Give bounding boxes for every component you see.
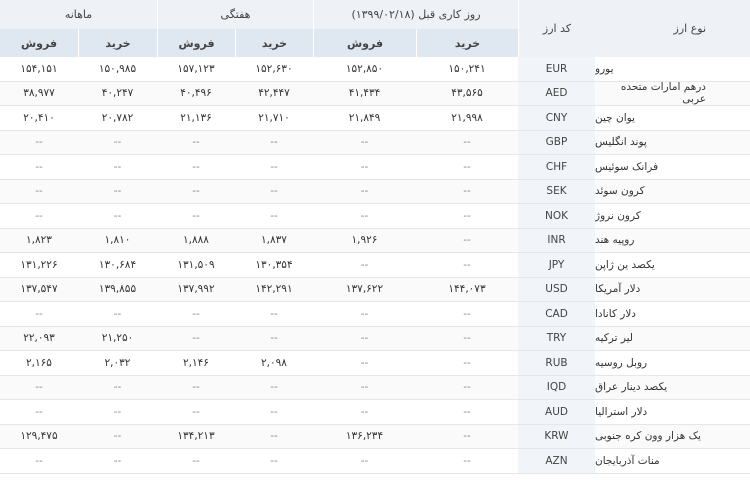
cell-name: دلار کانادا <box>595 307 636 320</box>
table-row <box>0 155 750 180</box>
cell-week-sell: ۱۳۷,۹۹۲ <box>177 283 215 296</box>
table-row <box>0 327 750 352</box>
cell-name: روبل روسیه <box>595 356 648 369</box>
cell-week-sell: -- <box>192 209 200 222</box>
cell-month-sell: ۱۳۱,۲۲۶ <box>20 258 58 271</box>
cell-week-buy: -- <box>270 405 278 418</box>
cell-name: روپیه هند <box>595 234 635 247</box>
cell-name: فرانک سوئیس <box>595 160 659 173</box>
cell-name: یکصد ین ژاپن <box>595 258 655 271</box>
header-currency-type: نوع ارز <box>595 0 750 57</box>
cell-code: INR <box>518 229 595 253</box>
cell-prev-sell: -- <box>360 332 369 345</box>
cell-month-buy: ۲۱,۲۵۰ <box>101 332 134 345</box>
cell-prev-sell: ۱۵۲,۸۵۰ <box>345 62 384 75</box>
header-currency-code: کد ارز <box>518 0 595 57</box>
cell-week-sell: ۱,۸۸۸ <box>183 234 209 247</box>
cell-prev-sell: ۲۱,۸۴۹ <box>348 111 381 124</box>
cell-month-sell: ۱,۸۲۳ <box>26 234 52 247</box>
header-week-buy: خرید <box>235 29 313 57</box>
cell-month-buy: ۱۳۰,۶۸۴ <box>98 258 137 271</box>
cell-week-sell: ۱۳۱,۵۰۹ <box>177 258 215 271</box>
cell-week-buy: -- <box>270 307 278 320</box>
cell-month-buy: -- <box>113 454 122 467</box>
cell-code: RUB <box>518 351 595 375</box>
header-month-sell: فروش <box>0 29 78 57</box>
cell-prev-sell: -- <box>360 454 369 467</box>
cell-prev-buy: ۲۱,۹۹۸ <box>451 111 483 124</box>
cell-week-buy: ۱۵۲,۶۳۰ <box>255 62 293 75</box>
header-prev-day: روز کاری قبل (۱۳۹۹/۰۲/۱۸) <box>313 0 518 29</box>
cell-code: CAD <box>518 302 595 326</box>
cell-month-sell: -- <box>35 209 43 222</box>
cell-prev-sell: -- <box>360 405 369 418</box>
cell-prev-sell: -- <box>360 185 369 198</box>
cell-code: AZN <box>518 449 595 473</box>
cell-prev-buy: -- <box>463 185 471 198</box>
table-row <box>0 106 750 131</box>
cell-name: دلار استرالیا <box>595 405 648 418</box>
cell-month-sell: ۲,۱۶۵ <box>26 356 52 369</box>
cell-code: TRY <box>518 327 595 351</box>
cell-week-sell: -- <box>192 307 200 320</box>
cell-prev-buy: -- <box>463 381 471 394</box>
cell-prev-sell: -- <box>360 381 369 394</box>
cell-month-buy: ۴۰,۲۴۷ <box>101 87 134 100</box>
cell-prev-buy: -- <box>463 209 471 222</box>
cell-month-buy: -- <box>113 209 122 222</box>
table-row <box>0 351 750 376</box>
table-row <box>0 229 750 254</box>
table-row <box>0 82 750 107</box>
cell-month-sell: ۳۸,۹۷۷ <box>23 87 55 100</box>
cell-week-sell: -- <box>192 185 200 198</box>
cell-prev-buy: -- <box>463 307 471 320</box>
cell-month-sell: -- <box>35 160 43 173</box>
cell-week-buy: ۲,۰۹۸ <box>261 356 287 369</box>
header-month-buy: خرید <box>78 29 157 57</box>
cell-prev-buy: ۴۳,۵۶۵ <box>451 87 483 100</box>
cell-month-buy: -- <box>113 160 122 173</box>
cell-code: KRW <box>518 425 595 449</box>
table-row <box>0 449 750 474</box>
cell-week-buy: -- <box>270 160 278 173</box>
cell-name: دلار آمریکا <box>595 283 641 296</box>
cell-name: منات آذربایجان <box>595 454 660 467</box>
cell-week-buy: -- <box>270 430 278 443</box>
cell-month-sell: ۱۵۴,۱۵۱ <box>20 62 58 75</box>
cell-prev-sell: ۱,۹۲۶ <box>351 234 378 247</box>
cell-code: SEK <box>518 180 595 204</box>
cell-prev-buy: -- <box>463 332 471 345</box>
cell-week-buy: -- <box>270 136 278 149</box>
cell-month-sell: ۲۲,۰۹۳ <box>23 332 55 345</box>
cell-code: CNY <box>518 106 595 130</box>
cell-code: NOK <box>518 204 595 228</box>
cell-name: یکصد دینار عراق <box>595 381 668 394</box>
cell-month-buy: ۱۳۹,۸۵۵ <box>98 283 137 296</box>
table-row <box>0 376 750 401</box>
cell-name: لیر ترکیه <box>595 332 634 345</box>
cell-week-sell: -- <box>192 454 200 467</box>
table-row <box>0 131 750 156</box>
cell-name: کرون سوئد <box>595 185 645 198</box>
cell-week-sell: ۱۳۴,۲۱۳ <box>177 430 215 443</box>
cell-week-sell: ۲,۱۴۶ <box>183 356 209 369</box>
header-week-sell: فروش <box>157 29 235 57</box>
cell-month-sell: ۱۲۹,۴۷۵ <box>20 430 58 443</box>
cell-prev-buy: -- <box>463 356 471 369</box>
cell-month-sell: -- <box>35 136 43 149</box>
cell-month-buy: -- <box>113 381 122 394</box>
table-row <box>0 253 750 278</box>
cell-month-sell: ۱۳۷,۵۴۷ <box>20 283 58 296</box>
cell-prev-buy: -- <box>463 160 471 173</box>
cell-prev-sell: -- <box>360 356 369 369</box>
cell-prev-sell: -- <box>360 258 369 271</box>
cell-week-sell: -- <box>192 381 200 394</box>
cell-week-buy: -- <box>270 454 278 467</box>
cell-week-sell: -- <box>192 332 200 345</box>
cell-name: کرون نروژ <box>595 209 641 222</box>
cell-name: یوان چین <box>595 111 635 124</box>
cell-month-sell: -- <box>35 405 43 418</box>
header-prev-sell: فروش <box>313 29 416 57</box>
table-row <box>0 180 750 205</box>
cell-month-buy: ۲,۰۳۲ <box>104 356 131 369</box>
table-row <box>0 204 750 229</box>
table-row <box>0 400 750 425</box>
table-row <box>0 278 750 303</box>
cell-prev-buy: -- <box>463 234 471 247</box>
cell-prev-buy: -- <box>463 136 471 149</box>
cell-week-buy: -- <box>270 185 278 198</box>
table-row <box>0 302 750 327</box>
cell-week-sell: ۲۱,۱۳۶ <box>180 111 212 124</box>
cell-month-sell: ۲۰,۴۱۰ <box>23 111 55 124</box>
header-weekly: هفتگی <box>157 0 313 29</box>
cell-month-buy: ۲۰,۷۸۲ <box>101 111 134 124</box>
cell-prev-buy: -- <box>463 430 471 443</box>
cell-prev-sell: -- <box>360 136 369 149</box>
cell-prev-buy: ۱۵۰,۲۴۱ <box>448 62 486 75</box>
cell-month-buy: ۱,۸۱۰ <box>104 234 131 247</box>
cell-code: AUD <box>518 400 595 424</box>
cell-week-sell: -- <box>192 160 200 173</box>
table-row <box>0 57 750 82</box>
cell-code: USD <box>518 278 595 302</box>
cell-week-buy: ۱۳۰,۳۵۴ <box>255 258 293 271</box>
cell-name: یک هزار وون کره جنوبی <box>595 430 701 443</box>
cell-prev-buy: -- <box>463 454 471 467</box>
table-row <box>0 425 750 450</box>
cell-week-sell: ۱۵۷,۱۲۳ <box>177 62 215 75</box>
cell-week-sell: -- <box>192 405 200 418</box>
cell-prev-sell: -- <box>360 307 369 320</box>
cell-prev-sell: -- <box>360 209 369 222</box>
cell-code: GBP <box>518 131 595 155</box>
header-monthly: ماهانه <box>0 0 157 29</box>
cell-prev-buy: -- <box>463 258 471 271</box>
cell-week-buy: ۴۲,۴۴۷ <box>258 87 290 100</box>
cell-code: AED <box>518 82 595 106</box>
cell-month-buy: -- <box>113 185 122 198</box>
cell-code: IQD <box>518 376 595 400</box>
cell-week-buy: -- <box>270 209 278 222</box>
cell-name: یورو <box>595 62 614 75</box>
cell-month-buy: -- <box>113 430 122 443</box>
cell-week-buy: ۱,۸۳۷ <box>261 234 287 247</box>
cell-month-sell: -- <box>35 185 43 198</box>
cell-week-buy: ۱۴۲,۲۹۱ <box>255 283 293 296</box>
cell-code: EUR <box>518 57 595 81</box>
cell-code: JPY <box>518 253 595 277</box>
cell-week-buy: ۲۱,۷۱۰ <box>258 111 290 124</box>
cell-month-sell: -- <box>35 454 43 467</box>
cell-month-buy: -- <box>113 307 122 320</box>
cell-code: CHF <box>518 155 595 179</box>
cell-name: پوند انگلیس <box>595 136 647 149</box>
cell-month-buy: ۱۵۰,۹۸۵ <box>98 62 137 75</box>
table-header <box>0 0 750 57</box>
cell-prev-buy: -- <box>463 405 471 418</box>
cell-week-buy: -- <box>270 381 278 394</box>
cell-week-sell: ۴۰,۴۹۶ <box>180 87 212 100</box>
cell-name: درهم امارات متحده عربی <box>620 81 706 106</box>
cell-week-buy: -- <box>270 332 278 345</box>
cell-prev-sell: -- <box>360 160 369 173</box>
cell-month-sell: -- <box>35 381 43 394</box>
cell-month-sell: -- <box>35 307 43 320</box>
header-prev-buy: خرید <box>416 29 518 57</box>
cell-prev-sell: ۱۳۷,۶۲۲ <box>345 283 384 296</box>
cell-prev-sell: ۱۳۶,۲۳۴ <box>345 430 384 443</box>
cell-month-buy: -- <box>113 136 122 149</box>
cell-month-buy: -- <box>113 405 122 418</box>
cell-prev-buy: ۱۴۴,۰۷۳ <box>448 283 486 296</box>
cell-prev-sell: ۴۱,۴۳۴ <box>348 87 381 100</box>
cell-week-sell: -- <box>192 136 200 149</box>
